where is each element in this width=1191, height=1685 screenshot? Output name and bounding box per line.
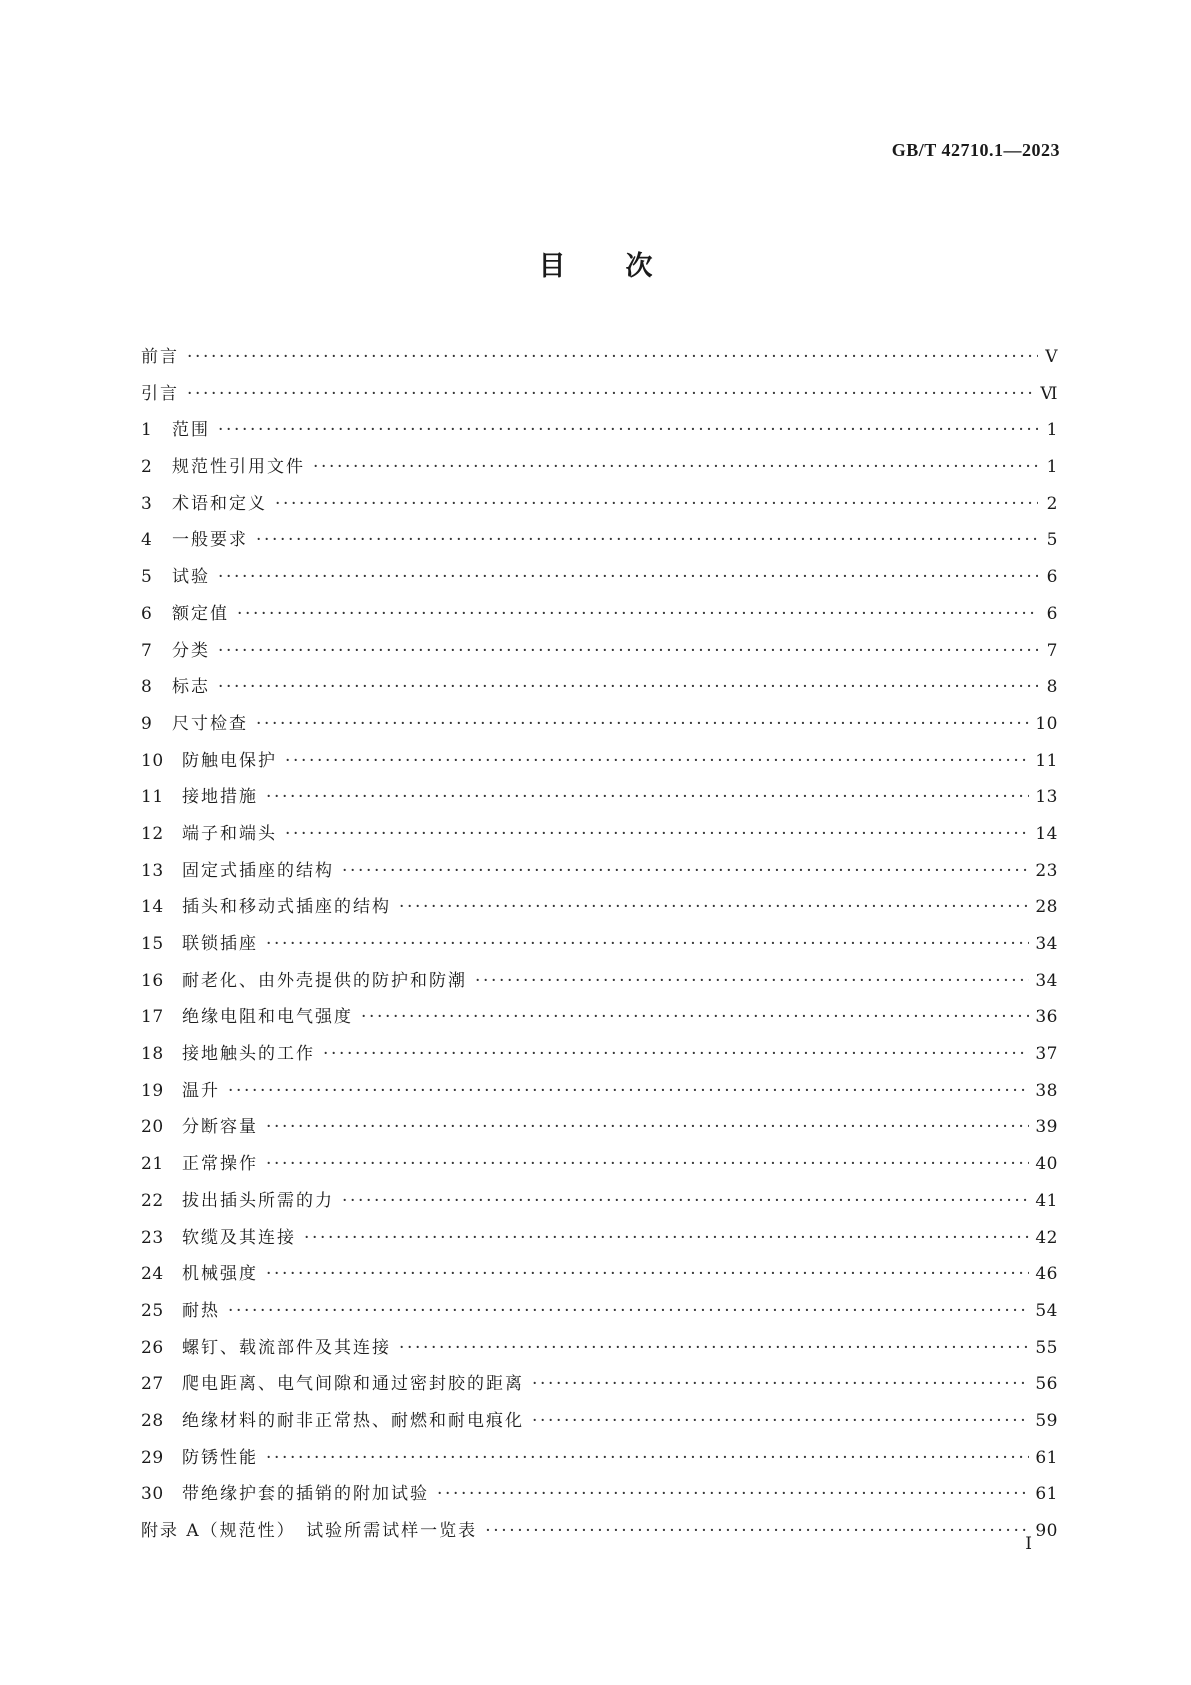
toc-dot-leader	[187, 384, 1034, 404]
toc-entry[interactable]	[141, 709, 1058, 746]
toc-entry[interactable]	[141, 489, 1058, 526]
toc-dot-leader	[266, 1264, 1029, 1284]
toc-entry-page: 10	[1035, 713, 1058, 734]
toc-entry-page: 38	[1035, 1080, 1058, 1101]
toc-dot-leader	[218, 677, 1038, 697]
toc-entry-number: 4	[141, 530, 153, 551]
toc-entry-label: 拔出插头所需的力	[182, 1190, 334, 1211]
toc-entry[interactable]	[141, 1186, 1058, 1223]
toc-entry[interactable]	[141, 1516, 1058, 1553]
toc-entry-page: 55	[1035, 1337, 1058, 1358]
toc-entry-label: 端子和端头	[182, 823, 277, 844]
toc-entry[interactable]	[141, 1369, 1058, 1406]
toc-entry-label: 范围	[172, 420, 210, 441]
toc-dot-leader	[485, 1521, 1029, 1541]
toc-entry-label: 附录 A（规范性） 试验所需试样一览表	[141, 1521, 478, 1541]
toc-entry-page: 13	[1035, 787, 1058, 808]
toc-dot-leader	[361, 1007, 1029, 1027]
toc-dot-leader	[256, 714, 1029, 734]
toc-dot-leader	[266, 1448, 1029, 1468]
toc-entry[interactable]	[141, 892, 1058, 929]
toc-entry-label: 绝缘材料的耐非正常热、耐燃和耐电痕化	[182, 1410, 524, 1431]
toc-dot-leader	[399, 1338, 1029, 1358]
toc-entry-label: 前言	[141, 347, 179, 367]
toc-entry-page: 36	[1035, 1007, 1058, 1028]
toc-entry-label: 接地触头的工作	[182, 1044, 315, 1065]
toc-entry-page: 23	[1035, 860, 1058, 881]
toc-entry[interactable]	[141, 415, 1058, 452]
toc-entry[interactable]	[141, 966, 1058, 1003]
toc-entry-number: 10	[141, 750, 164, 771]
toc-dot-leader	[313, 457, 1038, 477]
toc-entry-page: 61	[1035, 1484, 1058, 1505]
toc-entry-page: 7	[1046, 640, 1058, 661]
toc-entry-number: 26	[141, 1337, 164, 1358]
toc-entry[interactable]	[141, 782, 1058, 819]
toc-entry-number: 2	[141, 457, 153, 478]
toc-entry-number: 12	[141, 823, 164, 844]
toc-entry-label: 螺钉、载流部件及其连接	[182, 1337, 391, 1358]
toc-entry-page: 1	[1046, 420, 1058, 441]
toc-entry-number: 13	[141, 860, 164, 881]
toc-entry-number: 25	[141, 1300, 164, 1321]
toc-dot-leader	[437, 1484, 1029, 1504]
toc-dot-leader	[218, 420, 1038, 440]
toc-entry-label: 防锈性能	[182, 1447, 258, 1468]
toc-entry-label: 固定式插座的结构	[182, 860, 334, 881]
document-number: GB/T 42710.1—2023	[891, 140, 1060, 160]
toc-entry-label: 耐老化、由外壳提供的防护和防潮	[182, 970, 467, 991]
toc-entry-page: 42	[1035, 1227, 1058, 1248]
toc-dot-leader	[256, 530, 1038, 550]
toc-entry-label: 爬电距离、电气间隙和通过密封胶的距离	[182, 1374, 524, 1395]
toc-entry-number: 28	[141, 1410, 164, 1431]
toc-entry-label: 软缆及其连接	[182, 1227, 296, 1248]
toc-dot-leader	[266, 934, 1029, 954]
toc-entry[interactable]	[141, 379, 1058, 416]
toc-dot-leader	[228, 1301, 1029, 1321]
toc-entry-page: 11	[1035, 750, 1058, 771]
toc-entry-label: 接地措施	[182, 787, 258, 808]
toc-dot-leader	[323, 1044, 1029, 1064]
toc-entry[interactable]	[141, 562, 1058, 599]
toc-entry[interactable]	[141, 672, 1058, 709]
toc-entry-label: 术语和定义	[172, 493, 267, 514]
toc-entry-page: 54	[1035, 1300, 1058, 1321]
toc-entry-number: 30	[141, 1484, 164, 1505]
toc-entry-page: 28	[1035, 897, 1058, 918]
toc-entry-page: 37	[1035, 1044, 1058, 1065]
toc-entry-label: 标志	[172, 677, 210, 698]
toc-entry-number: 11	[141, 787, 164, 808]
toc-dot-leader	[304, 1228, 1029, 1248]
toc-entry-page: 6	[1046, 567, 1058, 588]
toc-entry-number: 18	[141, 1044, 164, 1065]
toc-entry-label: 防触电保护	[182, 750, 277, 771]
toc-entry-label: 耐热	[182, 1300, 220, 1321]
toc-entry-page: 59	[1035, 1410, 1058, 1431]
toc-entry-label: 一般要求	[172, 530, 248, 551]
toc-dot-leader	[532, 1411, 1029, 1431]
toc-entry-page: 41	[1035, 1190, 1058, 1211]
toc-entry-number: 5	[141, 567, 153, 588]
toc-entry-label: 机械强度	[182, 1264, 258, 1285]
toc-entry-number: 3	[141, 493, 153, 514]
toc-dot-leader	[218, 567, 1038, 587]
toc-entry-label: 尺寸检查	[172, 713, 248, 734]
toc-entry-number: 21	[141, 1154, 164, 1175]
toc-entry-number: 1	[141, 420, 153, 441]
toc-dot-leader	[266, 1117, 1029, 1137]
toc-entry-page: 34	[1035, 970, 1058, 991]
toc-entry-number: 9	[141, 713, 153, 734]
toc-entry-page: 6	[1046, 603, 1058, 624]
toc-entry-number: 17	[141, 1007, 164, 1028]
toc-entry-label: 规范性引用文件	[172, 457, 305, 478]
toc-dot-leader	[399, 897, 1029, 917]
toc-entry-number: 15	[141, 934, 164, 954]
toc-entry-page: 8	[1046, 677, 1058, 698]
toc-entry[interactable]	[141, 1039, 1058, 1076]
toc-entry[interactable]	[141, 1479, 1058, 1516]
toc-entry[interactable]	[141, 1076, 1058, 1113]
toc-entry-page: Ⅴ	[1045, 347, 1058, 367]
toc-entry-number: 27	[141, 1374, 164, 1395]
toc-entry-label: 插头和移动式插座的结构	[182, 897, 391, 918]
toc-entry-number: 14	[141, 897, 164, 918]
toc-entry-page: 34	[1035, 934, 1058, 954]
toc-entry-number: 22	[141, 1190, 164, 1211]
toc-entry-label: 带绝缘护套的插销的附加试验	[182, 1484, 429, 1505]
toc-entry-label: 绝缘电阻和电气强度	[182, 1007, 353, 1028]
toc-entry-page: Ⅵ	[1040, 383, 1058, 404]
toc-entry[interactable]	[141, 1223, 1058, 1260]
toc-entry[interactable]	[141, 599, 1058, 636]
toc-entry-number: 7	[141, 640, 153, 661]
toc-entry-page: 46	[1035, 1264, 1058, 1285]
toc-entry-number: 19	[141, 1080, 164, 1101]
toc-entry[interactable]	[141, 1149, 1058, 1186]
toc-entry-label: 正常操作	[182, 1154, 258, 1175]
toc-entry-number: 29	[141, 1447, 164, 1468]
toc-entry[interactable]	[141, 1406, 1058, 1443]
toc-dot-leader	[275, 494, 1038, 514]
toc-entry[interactable]	[141, 342, 1058, 379]
toc-entry-page: 1	[1046, 457, 1058, 478]
toc-entry-page: 90	[1035, 1521, 1058, 1541]
toc-entry-number: 20	[141, 1117, 164, 1138]
toc-entry-page: 5	[1046, 530, 1058, 551]
toc-entry-page: 61	[1035, 1447, 1058, 1468]
toc-entry-page: 14	[1035, 823, 1058, 844]
toc-entry-page: 39	[1035, 1117, 1058, 1138]
toc-entry-label: 温升	[182, 1080, 220, 1101]
toc-dot-leader	[266, 787, 1029, 807]
table-of-contents	[141, 342, 1058, 1553]
toc-dot-leader	[532, 1374, 1029, 1394]
toc-dot-leader	[285, 824, 1029, 844]
toc-entry[interactable]	[141, 856, 1058, 893]
toc-dot-leader	[218, 641, 1038, 661]
toc-entry-page: 56	[1035, 1374, 1058, 1395]
toc-entry-number: 16	[141, 970, 164, 991]
toc-title: 目次	[538, 251, 713, 282]
toc-entry[interactable]	[141, 525, 1058, 562]
toc-entry-page: 2	[1046, 493, 1058, 514]
toc-entry-page: 40	[1035, 1154, 1058, 1175]
toc-entry[interactable]	[141, 1002, 1058, 1039]
toc-entry-number: 23	[141, 1227, 164, 1248]
toc-entry-number: 24	[141, 1264, 164, 1285]
toc-entry[interactable]	[141, 746, 1058, 783]
toc-dot-leader	[475, 971, 1029, 991]
toc-entry[interactable]	[141, 819, 1058, 856]
toc-entry[interactable]	[141, 1259, 1058, 1296]
toc-dot-leader	[237, 604, 1038, 624]
toc-dot-leader	[228, 1081, 1029, 1101]
toc-entry-label: 联锁插座	[182, 934, 258, 954]
toc-entry-number: 8	[141, 677, 153, 698]
toc-dot-leader	[285, 751, 1029, 771]
toc-entry-label: 试验	[172, 567, 210, 588]
toc-entry[interactable]	[141, 1443, 1058, 1480]
toc-entry[interactable]	[141, 1333, 1058, 1370]
toc-entry[interactable]	[141, 452, 1058, 489]
toc-entry-label: 额定值	[172, 603, 229, 624]
toc-entry-label: 分断容量	[182, 1117, 258, 1138]
toc-entry[interactable]	[141, 929, 1058, 966]
toc-dot-leader	[342, 861, 1029, 881]
toc-entry-number: 6	[141, 603, 153, 624]
toc-entry-label: 分类	[172, 640, 210, 661]
toc-entry-label: 引言	[141, 383, 179, 404]
toc-dot-leader	[187, 347, 1038, 367]
toc-entry[interactable]	[141, 636, 1058, 673]
toc-entry[interactable]	[141, 1112, 1058, 1149]
toc-entry[interactable]	[141, 1296, 1058, 1333]
toc-dot-leader	[266, 1154, 1029, 1174]
page-number: Ⅰ	[1025, 1534, 1032, 1554]
toc-dot-leader	[342, 1191, 1029, 1211]
